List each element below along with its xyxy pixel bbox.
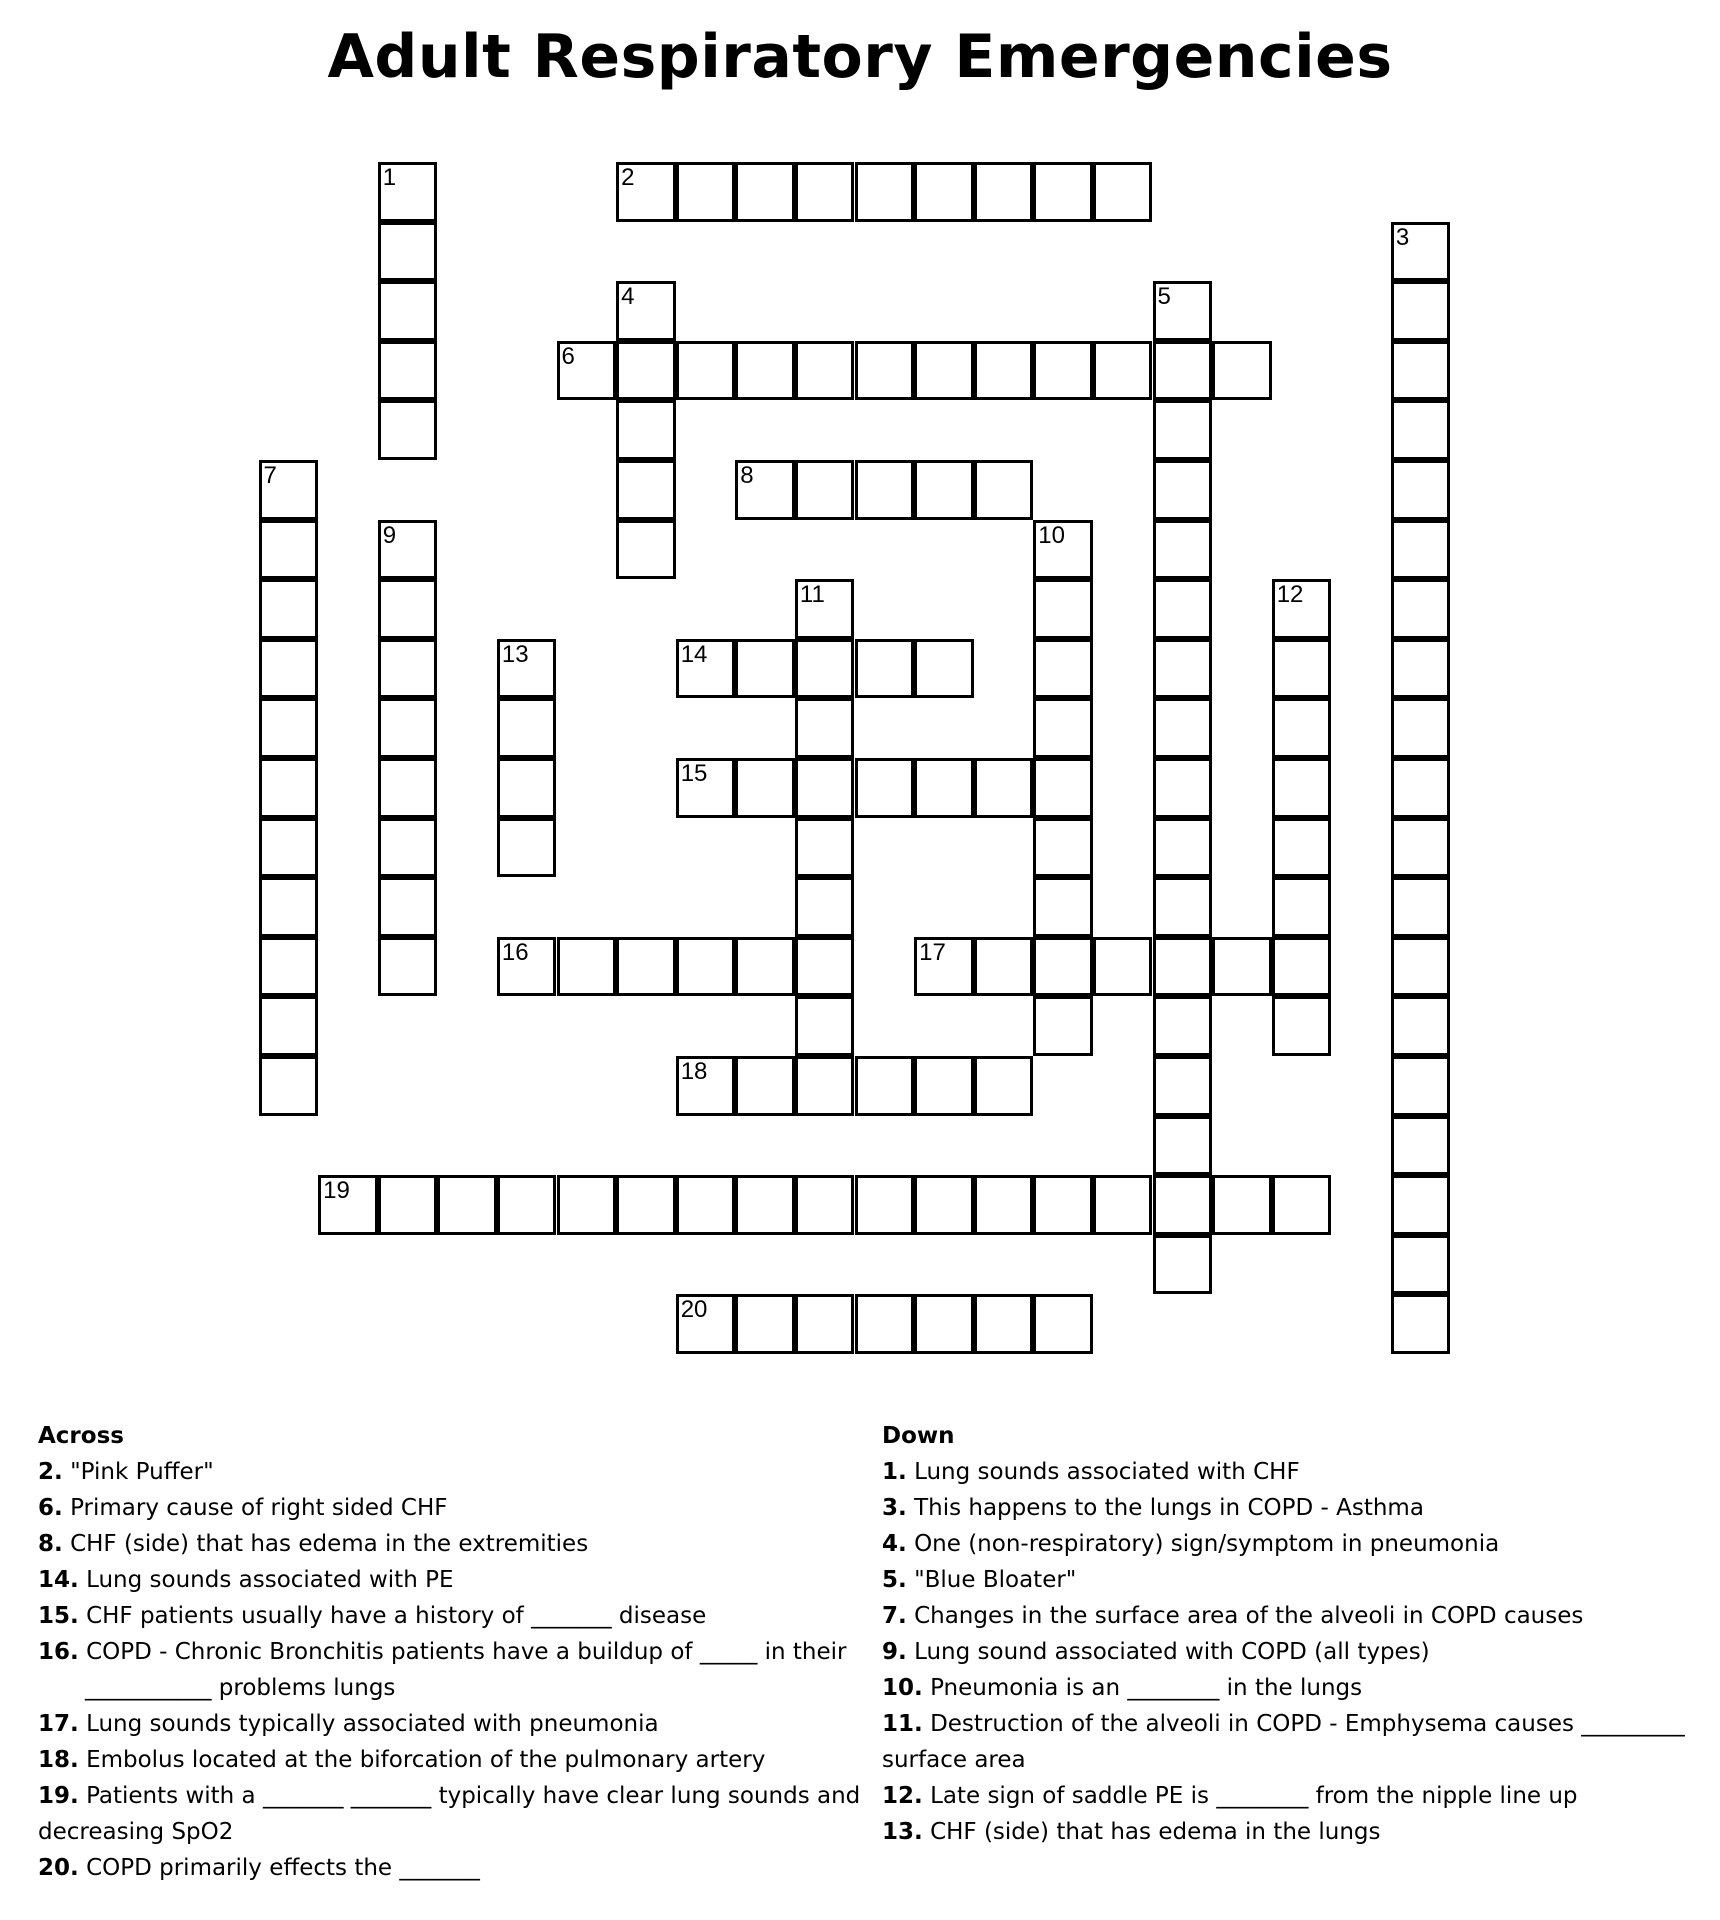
- grid-cell[interactable]: [437, 1175, 497, 1235]
- clue-text: Lung sound associated with COPD (all types): [914, 1639, 1430, 1665]
- grid-cell[interactable]: [259, 996, 319, 1056]
- grid-cell[interactable]: [616, 520, 676, 580]
- clue-text: Primary cause of right sided CHF: [70, 1495, 448, 1521]
- grid-cell[interactable]: [795, 579, 855, 639]
- grid-cell[interactable]: [914, 460, 974, 520]
- grid-cell[interactable]: [735, 639, 795, 699]
- page-title: Adult Respiratory Emergencies: [327, 22, 1393, 92]
- grid-cell[interactable]: [1033, 818, 1093, 878]
- grid-cell[interactable]: [259, 520, 319, 580]
- grid-cell[interactable]: [855, 639, 915, 699]
- clue-number: 17: [919, 938, 946, 966]
- grid-cell[interactable]: [378, 1175, 438, 1235]
- clue-text: CHF (side) that has edema in the extremities: [70, 1531, 589, 1557]
- grid-cell[interactable]: [855, 1056, 915, 1116]
- grid-cell[interactable]: [1033, 937, 1093, 997]
- clue-number: 10: [1038, 521, 1065, 549]
- grid-cell[interactable]: [1153, 937, 1213, 997]
- grid-cell[interactable]: [974, 937, 1034, 997]
- grid-cell[interactable]: [676, 758, 736, 818]
- down-clue: [882, 1814, 1692, 1850]
- grid-cell[interactable]: [259, 639, 319, 699]
- grid-cell[interactable]: [795, 937, 855, 997]
- down-clue: [882, 1490, 1692, 1526]
- clue-label-number: 2.: [38, 1459, 63, 1485]
- across-clue: [38, 1850, 880, 1886]
- grid-cell[interactable]: [1033, 341, 1093, 401]
- clue-number: 5: [1157, 283, 1171, 311]
- grid-cell[interactable]: [259, 818, 319, 878]
- across-clue: [38, 1490, 880, 1526]
- clue-text: CHF patients usually have a history of _______ disease: [86, 1603, 707, 1629]
- grid-cell[interactable]: [795, 877, 855, 937]
- grid-cell[interactable]: [914, 937, 974, 997]
- grid-cell[interactable]: [1153, 818, 1213, 878]
- clue-label-number: 17.: [38, 1711, 79, 1737]
- grid-cell[interactable]: [497, 639, 557, 699]
- clue-text: This happens to the lungs in COPD - Asthma: [914, 1495, 1424, 1521]
- grid-cell[interactable]: [557, 1175, 617, 1235]
- clue-number: 19: [323, 1177, 350, 1205]
- clue-text: COPD primarily effects the _______: [86, 1855, 480, 1881]
- grid-cell[interactable]: [1391, 639, 1451, 699]
- grid-cell[interactable]: [974, 460, 1034, 520]
- grid-cell[interactable]: [1391, 698, 1451, 758]
- across-clue: [38, 1562, 880, 1598]
- across-clue: [38, 1742, 880, 1778]
- grid-cell[interactable]: [974, 341, 1034, 401]
- clue-label-number: 12.: [882, 1783, 923, 1809]
- grid-cell[interactable]: [1033, 1175, 1093, 1235]
- clue-label-number: 3.: [882, 1495, 907, 1521]
- grid-cell[interactable]: [1033, 996, 1093, 1056]
- down-clue: [882, 1562, 1692, 1598]
- grid-cell[interactable]: [1153, 639, 1213, 699]
- grid-cell[interactable]: [1391, 222, 1451, 282]
- grid-cell[interactable]: [914, 1175, 974, 1235]
- across-heading: Across: [38, 1423, 124, 1449]
- grid-cell[interactable]: [974, 162, 1034, 222]
- grid-cell[interactable]: [1033, 877, 1093, 937]
- clue-number: 3: [1395, 223, 1410, 251]
- grid-cell[interactable]: [557, 341, 617, 401]
- grid-cell[interactable]: [1391, 579, 1451, 639]
- grid-cell[interactable]: [1033, 520, 1093, 580]
- grid-cell[interactable]: [974, 758, 1034, 818]
- clue-label-number: 11.: [882, 1711, 923, 1737]
- clue-label-number: 1.: [882, 1459, 907, 1485]
- clue-label-number: 14.: [38, 1567, 79, 1593]
- clue-label-number: 8.: [38, 1531, 63, 1557]
- grid-cell[interactable]: [676, 937, 736, 997]
- grid-cell[interactable]: [1153, 400, 1213, 460]
- grid-cell[interactable]: [735, 1294, 795, 1354]
- grid-cell[interactable]: [497, 758, 557, 818]
- grid-cell[interactable]: [1391, 877, 1451, 937]
- clue-number: 13: [501, 640, 529, 668]
- down-clue: [882, 1526, 1692, 1562]
- grid-cell[interactable]: [735, 1056, 795, 1116]
- grid-cell[interactable]: [1153, 341, 1213, 401]
- grid-cell[interactable]: [914, 162, 974, 222]
- clue-label-number: 16.: [38, 1639, 79, 1665]
- clue-label-number: 13.: [882, 1819, 923, 1845]
- grid-cell[interactable]: [1153, 520, 1213, 580]
- grid-cell[interactable]: [676, 162, 736, 222]
- across-clue: [38, 1598, 880, 1634]
- grid-cell[interactable]: [1391, 400, 1451, 460]
- grid-cell[interactable]: [1212, 1175, 1272, 1235]
- grid-cell[interactable]: [318, 1175, 378, 1235]
- grid-cell[interactable]: [1391, 996, 1451, 1056]
- grid-cell[interactable]: [914, 639, 974, 699]
- grid-cell[interactable]: [1272, 639, 1332, 699]
- grid-cell[interactable]: [914, 1056, 974, 1116]
- grid-cell[interactable]: [795, 1175, 855, 1235]
- grid-cell[interactable]: [1033, 162, 1093, 222]
- grid-cell[interactable]: [735, 460, 795, 520]
- grid-cell[interactable]: [676, 1175, 736, 1235]
- clue-text: Late sign of saddle PE is ________ from the nipple line up: [930, 1783, 1578, 1809]
- grid-cell[interactable]: [795, 818, 855, 878]
- grid-cell[interactable]: [1391, 1056, 1451, 1116]
- clue-number: 6: [561, 342, 575, 370]
- grid-cell[interactable]: [974, 1175, 1034, 1235]
- grid-cell[interactable]: [616, 937, 676, 997]
- grid-cell[interactable]: [259, 877, 319, 937]
- clue-number: 9: [382, 521, 397, 549]
- grid-cell[interactable]: [616, 162, 676, 222]
- grid-cell[interactable]: [676, 639, 736, 699]
- grid-cell[interactable]: [259, 460, 319, 520]
- grid-cell[interactable]: [735, 937, 795, 997]
- across-clue: [38, 1778, 880, 1850]
- grid-cell[interactable]: [1272, 579, 1332, 639]
- clue-text: "Pink Puffer": [70, 1459, 214, 1485]
- grid-cell[interactable]: [676, 1294, 736, 1354]
- grid-cell[interactable]: [1272, 758, 1332, 818]
- grid-cell[interactable]: [1272, 698, 1332, 758]
- grid-cell[interactable]: [974, 1056, 1034, 1116]
- grid-cell[interactable]: [914, 1294, 974, 1354]
- across-clues: [38, 1418, 880, 1886]
- grid-cell[interactable]: [1033, 579, 1093, 639]
- grid-cell[interactable]: [497, 698, 557, 758]
- grid-cell[interactable]: [1093, 162, 1153, 222]
- clue-text: Lung sounds associated with PE: [86, 1567, 454, 1593]
- grid-cell[interactable]: [855, 1294, 915, 1354]
- grid-cell[interactable]: [1153, 877, 1213, 937]
- clue-number: 7: [263, 462, 277, 489]
- grid-cell[interactable]: [378, 281, 438, 341]
- grid-cell[interactable]: [855, 460, 915, 520]
- grid-cell[interactable]: [1033, 1294, 1093, 1354]
- grid-cell[interactable]: [616, 281, 676, 341]
- grid-cell[interactable]: [378, 400, 438, 460]
- grid-cell[interactable]: [497, 1175, 557, 1235]
- grid-cell[interactable]: [378, 520, 438, 580]
- grid-cell[interactable]: [616, 341, 676, 401]
- grid-cell[interactable]: [855, 1175, 915, 1235]
- grid-cell[interactable]: [1153, 460, 1213, 520]
- grid-cell[interactable]: [259, 698, 319, 758]
- grid-cell[interactable]: [795, 639, 855, 699]
- grid-cell[interactable]: [1391, 1235, 1451, 1295]
- clue-text: Patients with a _______ _______ typically have clear lung sounds and decreasing SpO2: [38, 1783, 861, 1845]
- down-clue: [882, 1670, 1692, 1706]
- grid-cell[interactable]: [259, 758, 319, 818]
- grid-cell[interactable]: [1093, 341, 1153, 401]
- clue-text: COPD - Chronic Bronchitis patients have a buildup of _____ in their ___________ problems lungs: [85, 1639, 847, 1701]
- clue-number: 16: [501, 938, 529, 966]
- clue-label-number: 7.: [882, 1603, 907, 1629]
- grid-cell[interactable]: [1093, 1175, 1153, 1235]
- across-clue: [38, 1526, 880, 1562]
- grid-cell[interactable]: [676, 341, 736, 401]
- clue-number: 4: [621, 283, 635, 311]
- grid-cell[interactable]: [795, 460, 855, 520]
- across-clue: [38, 1454, 880, 1490]
- clue-number: 8: [740, 462, 754, 489]
- grid-cell[interactable]: [1391, 460, 1451, 520]
- grid-cell[interactable]: [378, 937, 438, 997]
- across-clue: [38, 1634, 880, 1706]
- clue-number: 20: [680, 1296, 708, 1324]
- grid-cell[interactable]: [378, 639, 438, 699]
- grid-cell[interactable]: [1391, 1116, 1451, 1176]
- grid-cell[interactable]: [735, 1175, 795, 1235]
- grid-cell[interactable]: [378, 877, 438, 937]
- grid-cell[interactable]: [735, 341, 795, 401]
- grid-cell[interactable]: [855, 341, 915, 401]
- grid-cell[interactable]: [795, 162, 855, 222]
- grid-cell[interactable]: [1272, 996, 1332, 1056]
- clue-text: "Blue Bloater": [914, 1567, 1077, 1593]
- grid-cell[interactable]: [1153, 996, 1213, 1056]
- clue-text: One (non-respiratory) sign/symptom in pneumonia: [914, 1531, 1500, 1557]
- clue-number: 15: [680, 760, 708, 787]
- grid-cell[interactable]: [795, 341, 855, 401]
- grid-cell[interactable]: [1391, 818, 1451, 878]
- grid-cell[interactable]: [378, 162, 438, 222]
- clue-number: 18: [680, 1058, 708, 1085]
- clue-label-number: 6.: [38, 1495, 63, 1521]
- grid-cell[interactable]: [378, 222, 438, 282]
- grid-cell[interactable]: [378, 341, 438, 401]
- grid-cell[interactable]: [974, 1294, 1034, 1354]
- clue-label-number: 15.: [38, 1603, 79, 1629]
- grid-cell[interactable]: [1153, 1056, 1213, 1116]
- clue-text: Pneumonia is an ________ in the lungs: [930, 1675, 1363, 1701]
- grid-cell[interactable]: [1391, 341, 1451, 401]
- grid-cell[interactable]: [259, 937, 319, 997]
- clue-text: Changes in the surface area of the alveoli in COPD causes: [914, 1603, 1584, 1629]
- grid-cell[interactable]: [1033, 639, 1093, 699]
- grid-cell[interactable]: [378, 818, 438, 878]
- grid-cell[interactable]: [1212, 937, 1272, 997]
- clue-text: CHF (side) that has edema in the lungs: [930, 1819, 1381, 1845]
- grid-cell[interactable]: [1093, 937, 1153, 997]
- clue-text: Lung sounds typically associated with pneumonia: [86, 1711, 659, 1737]
- grid-cell[interactable]: [735, 162, 795, 222]
- grid-cell[interactable]: [1033, 758, 1093, 818]
- grid-cell[interactable]: [1391, 1175, 1451, 1235]
- grid-cell[interactable]: [1153, 579, 1213, 639]
- grid-cell[interactable]: [1391, 758, 1451, 818]
- grid-cell[interactable]: [497, 937, 557, 997]
- grid-cell[interactable]: [1272, 877, 1332, 937]
- clue-text: Embolus located at the biforcation of the pulmonary artery: [86, 1747, 766, 1773]
- grid-cell[interactable]: [795, 698, 855, 758]
- down-clue: [882, 1598, 1692, 1634]
- grid-cell[interactable]: [735, 758, 795, 818]
- clue-label-number: 19.: [38, 1783, 79, 1809]
- grid-cell[interactable]: [1391, 520, 1451, 580]
- grid-cell[interactable]: [1033, 698, 1093, 758]
- grid-cell[interactable]: [795, 996, 855, 1056]
- clue-text: Lung sounds associated with CHF: [914, 1459, 1300, 1485]
- grid-cell[interactable]: [557, 937, 617, 997]
- grid-cell[interactable]: [795, 1294, 855, 1354]
- grid-cell[interactable]: [1272, 937, 1332, 997]
- grid-cell[interactable]: [259, 1056, 319, 1116]
- clue-label-number: 5.: [882, 1567, 907, 1593]
- clue-number: 14: [680, 640, 708, 668]
- grid-cell[interactable]: [497, 818, 557, 878]
- grid-cell[interactable]: [1272, 818, 1332, 878]
- down-clue: [882, 1634, 1692, 1670]
- grid-cell[interactable]: [616, 400, 676, 460]
- clue-number: 1: [382, 164, 397, 191]
- grid-cell[interactable]: [378, 758, 438, 818]
- clue-number: 11: [799, 581, 825, 609]
- down-clue: [882, 1454, 1692, 1490]
- grid-cell[interactable]: [1272, 1175, 1332, 1235]
- clue-label-number: 20.: [38, 1855, 79, 1881]
- clue-label-number: 10.: [882, 1675, 923, 1701]
- clue-label-number: 4.: [882, 1531, 907, 1557]
- down-heading: Down: [882, 1423, 955, 1449]
- grid-cell[interactable]: [616, 460, 676, 520]
- grid-cell[interactable]: [1391, 1294, 1451, 1354]
- grid-cell[interactable]: [1153, 1116, 1213, 1176]
- grid-cell[interactable]: [378, 579, 438, 639]
- grid-cell[interactable]: [259, 579, 319, 639]
- grid-cell[interactable]: [1391, 281, 1451, 341]
- down-clue: [882, 1706, 1692, 1778]
- grid-cell[interactable]: [914, 341, 974, 401]
- grid-cell[interactable]: [795, 758, 855, 818]
- grid-cell[interactable]: [855, 162, 915, 222]
- grid-cell[interactable]: [1153, 1235, 1213, 1295]
- clue-number: 2: [621, 164, 635, 191]
- grid-cell[interactable]: [855, 758, 915, 818]
- grid-cell[interactable]: [795, 1056, 855, 1116]
- grid-cell[interactable]: [676, 1056, 736, 1116]
- grid-cell[interactable]: [1153, 758, 1213, 818]
- across-clue: [38, 1706, 880, 1742]
- clue-number: 12: [1276, 581, 1304, 609]
- down-clue: [882, 1778, 1692, 1814]
- grid-cell[interactable]: [1153, 281, 1213, 341]
- grid-cell[interactable]: [1212, 341, 1272, 401]
- grid-cell[interactable]: [616, 1175, 676, 1235]
- grid-cell[interactable]: [914, 758, 974, 818]
- clue-label-number: 18.: [38, 1747, 79, 1773]
- clue-label-number: 9.: [882, 1639, 907, 1665]
- grid-cell[interactable]: [1153, 698, 1213, 758]
- down-clues: [882, 1418, 1692, 1850]
- grid-cell[interactable]: [378, 698, 438, 758]
- grid-cell[interactable]: [1153, 1175, 1213, 1235]
- clue-text: Destruction of the alveoli in COPD - Emphysema causes _________ surface area: [882, 1711, 1685, 1773]
- grid-cell[interactable]: [1391, 937, 1451, 997]
